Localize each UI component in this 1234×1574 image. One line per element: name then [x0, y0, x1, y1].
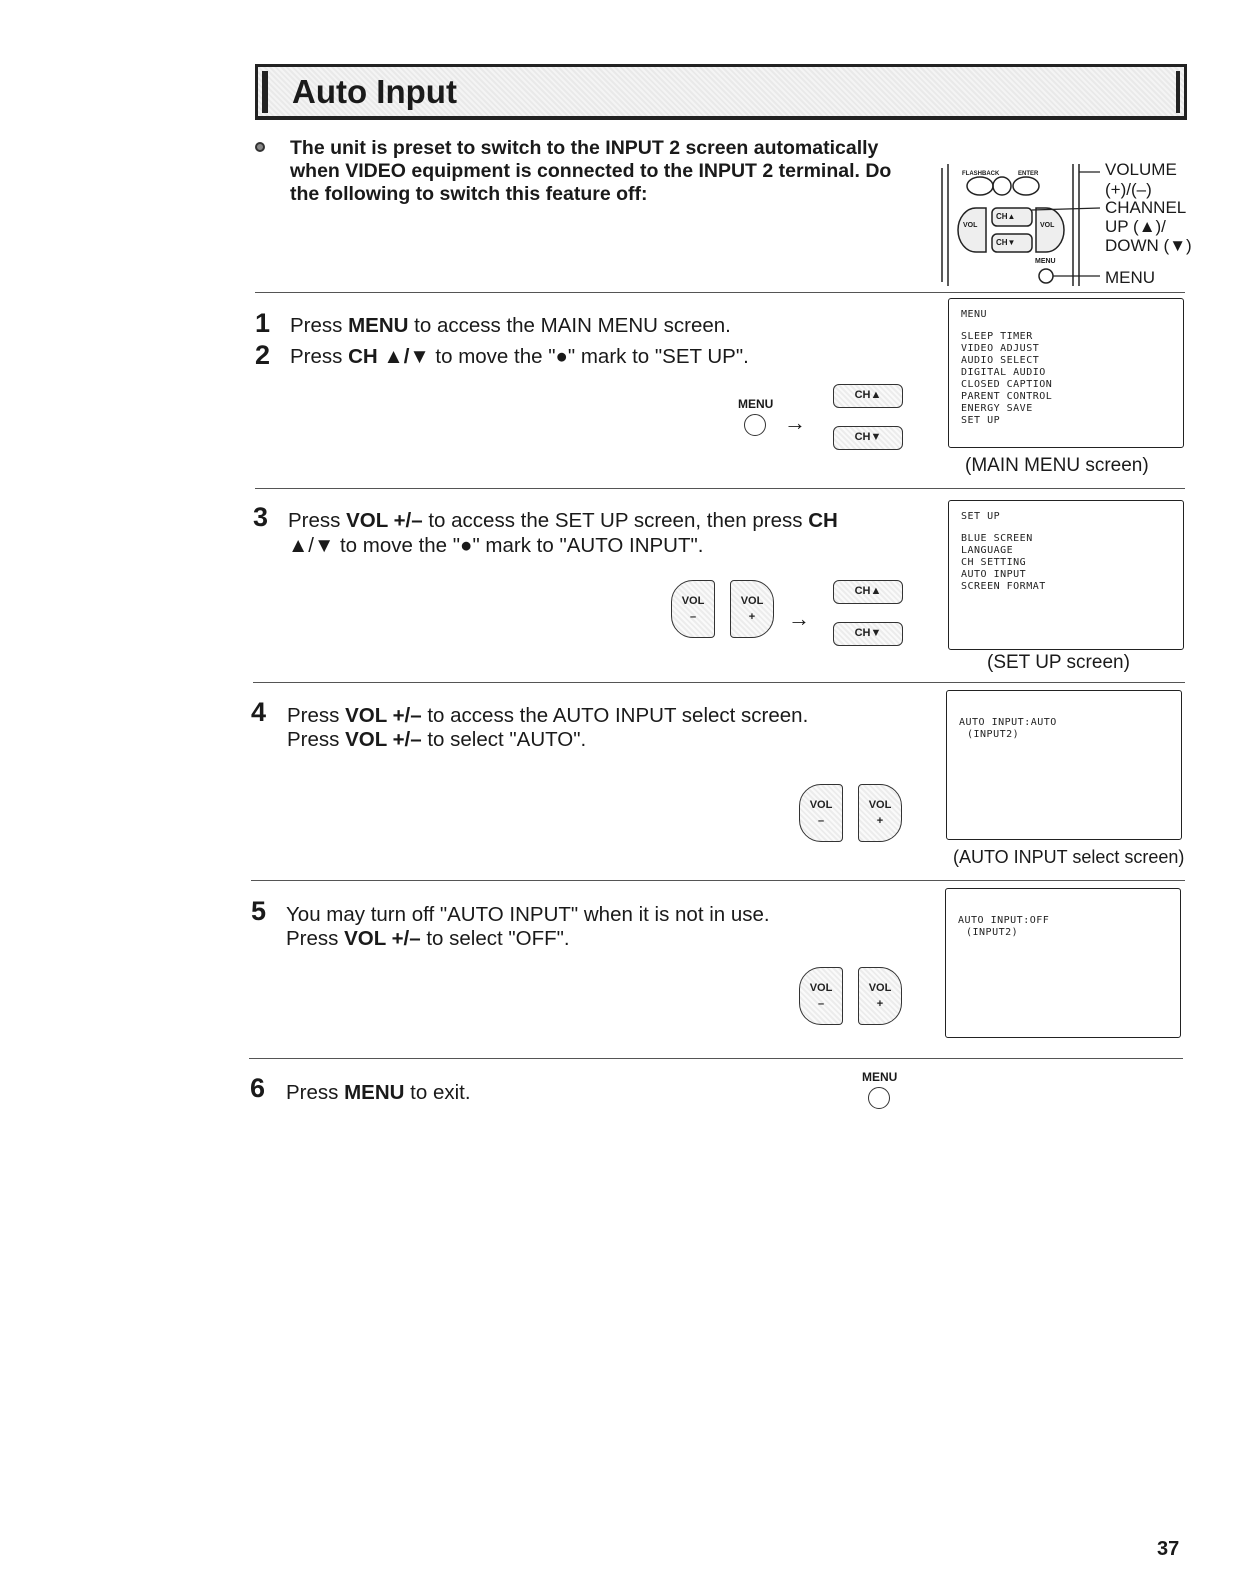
ch-down-button: CH▼ [833, 426, 903, 450]
flashback-label: FLASHBACK [962, 171, 1000, 177]
auto-input-off-screen: AUTO INPUT:OFF (INPUT2) [945, 888, 1181, 1038]
step-number: 2 [255, 340, 271, 370]
step-number: 5 [251, 896, 267, 926]
vol-minus-button: VOL – [799, 967, 843, 1025]
channel-down-label: DOWN (▼) [1105, 236, 1192, 255]
set-up-screen: SET UP BLUE SCREEN LANGUAGE CH SETTING AUTO INPUT SCREEN FORMAT [948, 500, 1184, 650]
step-number: 3 [253, 502, 269, 532]
step-text: You may turn off "AUTO INPUT" when it is not in use. [286, 903, 770, 926]
step-text: Press MENU to access the MAIN MENU screen. [290, 314, 731, 337]
vol-plus-button: VOL + [858, 784, 902, 842]
ch-up-button: CH▲ [833, 580, 903, 604]
remote-ch-down-label: CH▼ [996, 238, 1016, 247]
menu-button-label: MENU [738, 397, 774, 411]
section-title-bar [255, 64, 1187, 120]
menu-button-icon [868, 1087, 890, 1109]
arrow-icon: → [788, 606, 810, 631]
arrow-icon: → [784, 410, 806, 435]
step-number: 6 [250, 1073, 266, 1103]
divider [255, 292, 1185, 293]
remote-vol-minus-label: VOL [963, 222, 978, 229]
menu-label: MENU [1105, 268, 1156, 287]
divider [251, 880, 1185, 881]
step-text: Press VOL +/– to access the SET UP screen, then press CH [288, 509, 838, 532]
channel-label: CHANNEL [1105, 198, 1187, 217]
vol-minus-button: VOL – [799, 784, 843, 842]
page-number: 37 [1157, 1538, 1180, 1560]
auto-input-screen: AUTO INPUT:AUTO (INPUT2) [946, 690, 1182, 840]
enter-label: ENTER [1018, 171, 1039, 177]
bullet-icon [255, 142, 265, 152]
ch-down-button: CH▼ [833, 622, 903, 646]
step-number: 4 [251, 697, 267, 727]
channel-up-label: UP (▲)/ [1105, 217, 1166, 236]
step-text: ▲/▼ to move the "●" mark to "AUTO INPUT". [288, 534, 704, 557]
remote-control-diagram [940, 160, 1192, 290]
remote-menu-label: MENU [1035, 258, 1056, 265]
menu-button-label: MENU [862, 1070, 898, 1084]
main-menu-caption: (MAIN MENU screen) [965, 455, 1149, 476]
main-menu-screen: MENU SLEEP TIMER VIDEO ADJUST AUDIO SELECT DIGITAL AUDIO CLOSED CAPTION PARENT CONTROL ENERGY SAVE SET UP [948, 298, 1184, 448]
step-text: Press MENU to exit. [286, 1081, 471, 1104]
step-text: Press VOL +/– to select "OFF". [286, 927, 570, 950]
page-title: Auto Input [292, 73, 457, 110]
vol-minus-button: VOL – [671, 580, 715, 638]
step-text: Press CH ▲/▼ to move the "●" mark to "SET UP". [290, 345, 749, 368]
divider [253, 682, 1185, 683]
vol-plus-button: VOL + [730, 580, 774, 638]
step-text: Press VOL +/– to select "AUTO". [287, 728, 587, 751]
divider [249, 1058, 1183, 1059]
volume-sign-label: (+)/(–) [1105, 180, 1152, 199]
auto-input-caption: (AUTO INPUT select screen) [953, 847, 1185, 867]
remote-vol-plus-label: VOL [1040, 222, 1055, 229]
title-bar-right-stripe [1176, 71, 1180, 113]
ch-up-button: CH▲ [833, 384, 903, 408]
volume-label: VOLUME [1105, 160, 1177, 179]
intro-paragraph: The unit is preset to switch to the INPUT 2 screen automatically when VIDEO equipment is connected to the INPUT 2 terminal. Do the following to switch this feature off: [290, 137, 892, 205]
title-bar-left-stripe [262, 71, 268, 113]
step-number: 1 [255, 308, 271, 338]
vol-plus-button: VOL + [858, 967, 902, 1025]
divider [255, 488, 1185, 489]
menu-button-icon [744, 414, 766, 436]
remote-ch-up-label: CH▲ [996, 212, 1016, 221]
step-text: Press VOL +/– to access the AUTO INPUT select screen. [287, 704, 809, 727]
set-up-caption: (SET UP screen) [987, 652, 1130, 673]
